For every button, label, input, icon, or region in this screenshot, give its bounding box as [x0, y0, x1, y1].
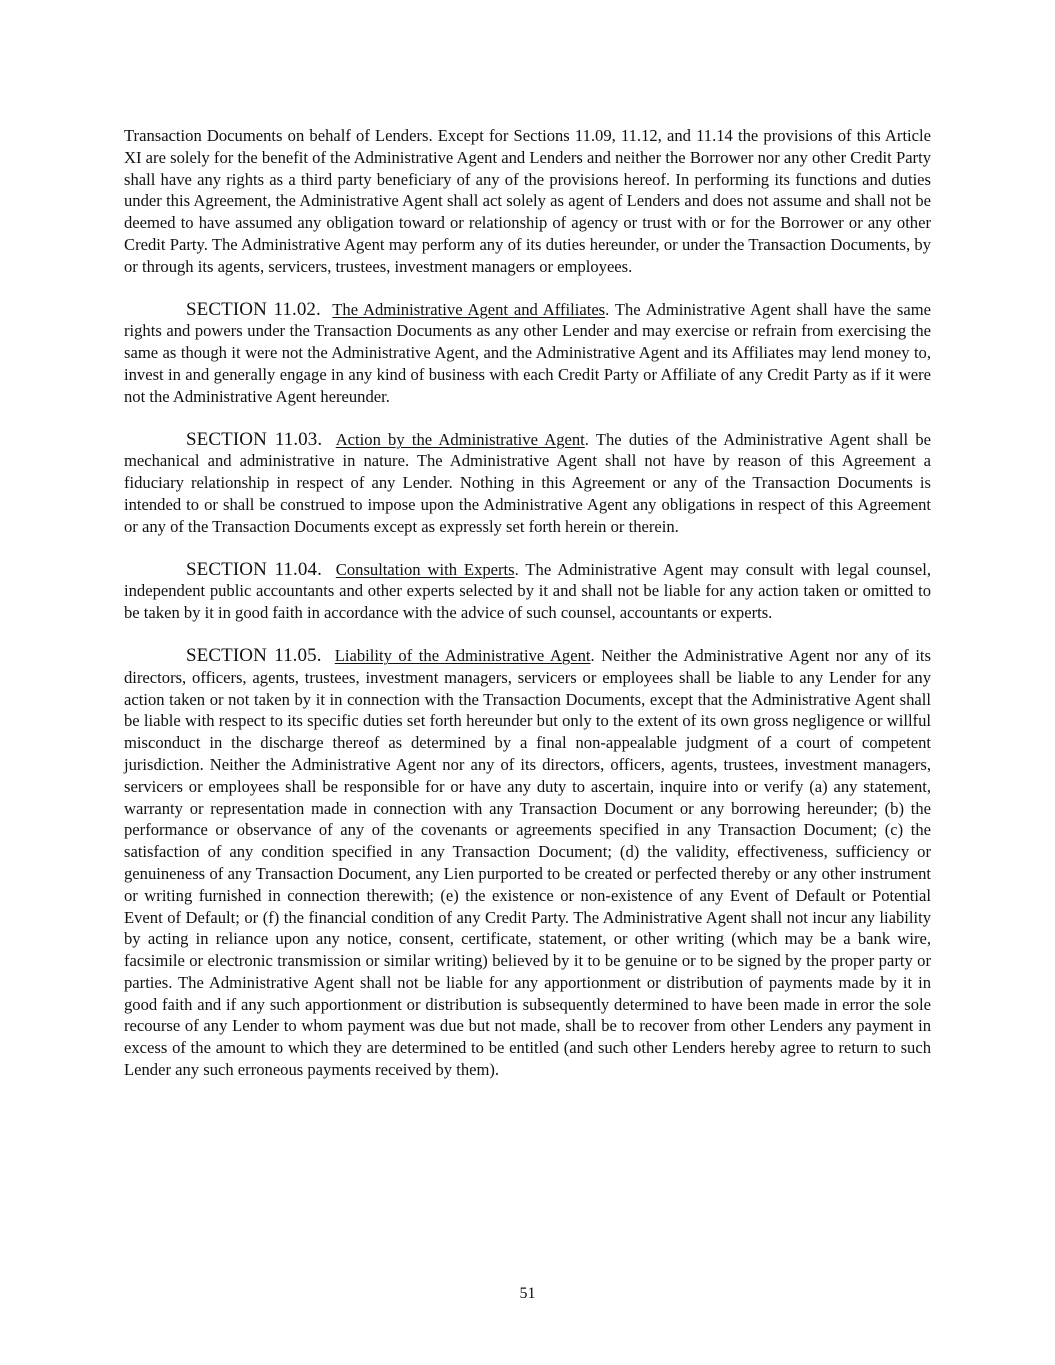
- section-title: The Administrative Agent and Affiliates: [332, 299, 606, 319]
- section-number: SECTION 11.03.: [186, 428, 323, 450]
- section-body: . The Administrative Agent shall have the same rights and powers under the Transaction Documents as any other Lender and may exercise or refrain from exercising the same as though it were not the Administrative Agent, and the Administrative Agent and its Affiliates may lend money to, invest in and generally engage in any kind of business with each Credit Party or Affiliate of any Credit Party as if it were not the Administrative Agent hereunder.: [124, 299, 932, 406]
- page-number: 51: [519, 1285, 536, 1302]
- intro-paragraph: Transaction Documents on behalf of Lenders. Except for Sections 11.09, 11.12, and 11.14 the provisions of this Article XI are solely for the benefit of the Administrative Agent and Lenders and neither the Borrower nor any other Credit Party shall have any rights as a third party beneficiary of any of the provisions hereof. In performing its functions and duties under this Agreement, the Administrative Agent shall act solely as agent of Lenders and does not assume and shall not be deemed to have assumed any obligation toward or relationship of agency or trust with or for the Borrower or any other Credit Party. The Administrative Agent may perform any of its duties hereunder, or under the Transaction Documents, by or through its agents, servicers, trustees, investment managers or employees.: [124, 126, 931, 276]
- section-number: SECTION 11.02.: [186, 298, 321, 320]
- section-11-03: [124, 429, 931, 538]
- section-11-04: [124, 559, 931, 624]
- section-number: SECTION 11.04.: [186, 558, 322, 580]
- section-body: . The duties of the Administrative Agent shall be mechanical and administrative in nature. The Administrative Agent shall not have by reason of this Agreement a fiduciary relationship in respect of any Lender. Nothing in this Agreement or any of the Transaction Documents is intended to or shall be construed to impose upon the Administrative Agent any obligations in respect of this Agreement or any of the Transaction Documents except as expressly set forth herein or therein.: [124, 429, 931, 536]
- section-title: Liability of the Administrative Agent: [334, 645, 591, 665]
- section-11-05: [124, 645, 931, 1081]
- section-title: Consultation with Experts: [335, 559, 515, 579]
- section-11-02: [124, 299, 931, 408]
- section-number: SECTION 11.05.: [186, 644, 322, 666]
- document-page: [124, 125, 931, 1102]
- section-body: . Neither the Administrative Agent nor any of its directors, officers, agents, trustees, investment managers, servicers or employees shall be liable to any Lender for any action taken or not taken by it in connection with the Transaction Documents, except that the Administrative Agent shall be liable with respect to its specific duties set forth hereunder but only to the extent of its own gross negligence or willful misconduct in the discharge thereof as determined by a final non-appealable judgment of a court of competent jurisdiction. Neither the Administrative Agent nor any of its directors, officers, agents, trustees, investment managers, servicers or employees shall be responsible for or have any duty to ascertain, inquire into or verify (a) any statement, warranty or representation made in connection with any Transaction Document or any borrowing hereunder; (b) the performance or observance of any of the covenants or agreements specified in any Transaction Document; (c) the satisfaction of any condition specified in any Transaction Document; (d) the validity, effectiveness, sufficiency or genuineness of any Transaction Document, any Lien purported to be created or perfected thereby or any other instrument or writing furnished in connection therewith; (e) the existence or non-existence of any Event of Default or Potential Event of Default; or (f) the financial condition of any Credit Party. The Administrative Agent shall not incur any liability by acting in reliance upon any notice, consent, certificate, statement, or other writing (which may be a bank wire, facsimile or electronic transmission or similar writing) believed by it to be genuine or to be signed by the proper party or parties. The Administrative Agent shall not be liable for any apportionment or distribution of payments made by it in good faith and if any such apportionment or distribution is subsequently determined to have been made in error the sole recourse of any Lender to whom payment was due but not made, shall be to recover from other Lenders any payment in excess of the amount to which they are determined to be entitled (and such other Lenders hereby agree to return to such Lender any such erroneous payments received by them).: [124, 645, 932, 1080]
- section-title: Action by the Administrative Agent: [335, 429, 585, 449]
- section-body: . The Administrative Agent may consult with legal counsel, independent public accountants and other experts selected by it and shall not be liable for any action taken or omitted to be taken by it in good faith in accordance with the advice of such counsel, accountants or experts.: [124, 559, 931, 623]
